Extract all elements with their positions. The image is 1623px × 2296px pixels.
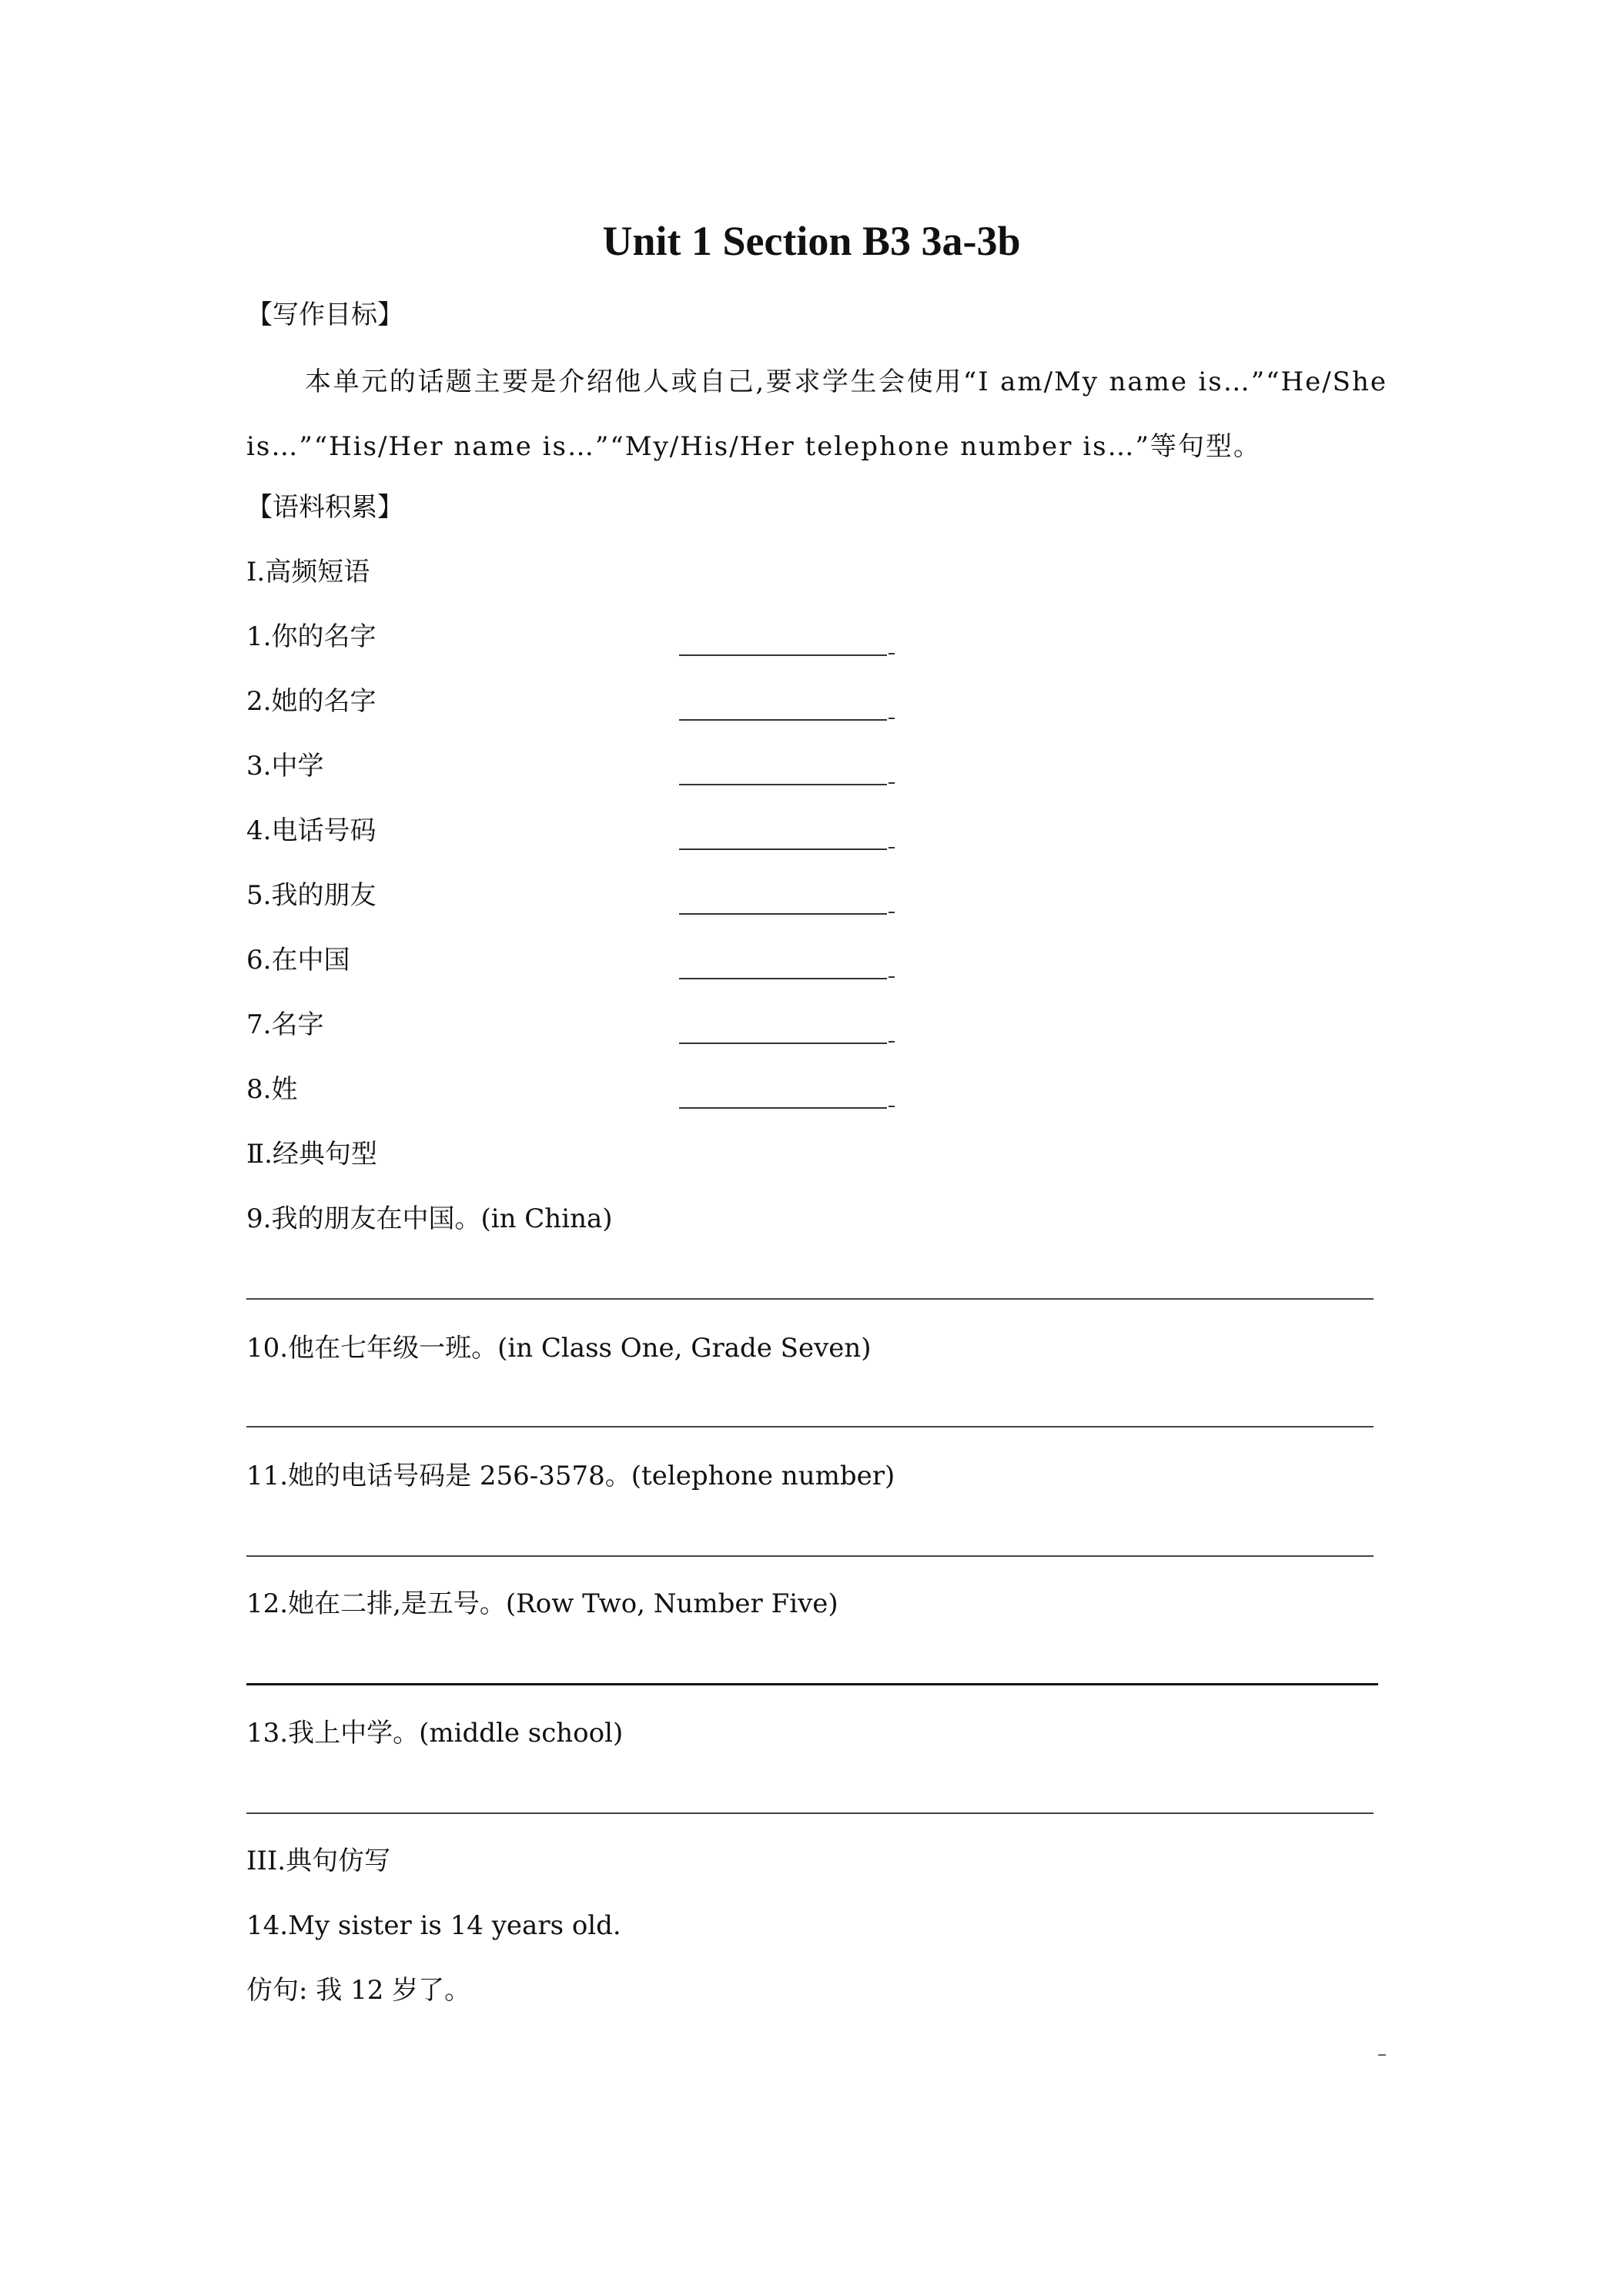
blank-end-mark [888, 718, 895, 719]
phrase-row [246, 812, 939, 850]
sentence-answer-line[interactable] [246, 1555, 1374, 1557]
sentence-prompt: 10.他在七年级一班。(in Class One, Grade Seven) [246, 1333, 872, 1364]
blank-end-mark [888, 847, 895, 848]
sentence-answer-line[interactable] [246, 1812, 1374, 1814]
sentence-prompt: 12.她在二排,是五号。(Row Two, Number Five) [246, 1588, 838, 1619]
phrase-row [246, 682, 939, 721]
phrase-label: 3.中学 [246, 751, 324, 782]
section1-heading: Ⅰ.高频短语 [246, 557, 370, 587]
section3-heading: III.典句仿写 [246, 1846, 391, 1876]
phrase-label: 8.姓 [246, 1074, 298, 1105]
writing-goal-text: 本单元的话题主要是介绍他人或自己,要求学生会使用“I am/My name is…”“He/She is…”“His/Her name is…”“My/His/Her telephone number is…”等句型。 [246, 366, 1387, 462]
blank-end-mark [888, 1106, 895, 1107]
phrase-row [246, 876, 939, 915]
imitation-prompt: 仿句: 我 12 岁了。 [246, 1975, 471, 2006]
phrase-label: 6.在中国 [246, 945, 350, 976]
blank-end-mark [888, 1041, 895, 1043]
sentence-answer-line[interactable] [246, 1683, 1378, 1685]
sentence-prompt: 9.我的朋友在中国。(in China) [246, 1203, 613, 1234]
phrase-answer-blank[interactable] [679, 1107, 887, 1109]
phrase-answer-blank[interactable] [679, 654, 887, 656]
phrase-answer-blank[interactable] [679, 978, 887, 979]
writing-goal-heading: 【写作目标】 [246, 300, 403, 330]
phrase-answer-blank[interactable] [679, 784, 887, 785]
phrase-row [246, 747, 939, 785]
phrase-row [246, 941, 939, 979]
sentence-answer-line[interactable] [246, 1426, 1374, 1427]
page-title: Unit 1 Section B3 3a-3b [602, 218, 1021, 264]
phrase-row [246, 618, 939, 656]
example-sentence: 14.My sister is 14 years old. [246, 1910, 621, 1941]
corpus-heading: 【语料积累】 [246, 492, 403, 523]
section2-heading: Ⅱ.经典句型 [246, 1139, 377, 1170]
blank-end-mark [888, 912, 895, 913]
phrase-answer-blank[interactable] [679, 1043, 887, 1044]
sentence-answer-line[interactable] [246, 1298, 1374, 1300]
phrase-label: 1.你的名字 [246, 621, 376, 652]
phrase-row [246, 1006, 939, 1044]
writing-goal-paragraph [246, 350, 1387, 479]
blank-end-mark [888, 976, 895, 978]
phrase-answer-blank[interactable] [679, 719, 887, 721]
phrase-answer-blank[interactable] [679, 848, 887, 850]
blank-end-mark [888, 653, 895, 654]
phrase-label: 2.她的名字 [246, 686, 376, 717]
blank-end-mark [888, 782, 895, 784]
phrase-label: 4.电话号码 [246, 815, 376, 846]
phrase-answer-blank[interactable] [679, 913, 887, 915]
sentence-prompt: 13.我上中学。(middle school) [246, 1718, 624, 1749]
sentence-prompt: 11.她的电话号码是 256-3578。(telephone number) [246, 1461, 895, 1491]
phrase-label: 5.我的朋友 [246, 880, 376, 911]
phrase-row [246, 1070, 939, 1109]
phrase-label: 7.名字 [246, 1009, 324, 1040]
page-corner-mark [1378, 2054, 1386, 2056]
